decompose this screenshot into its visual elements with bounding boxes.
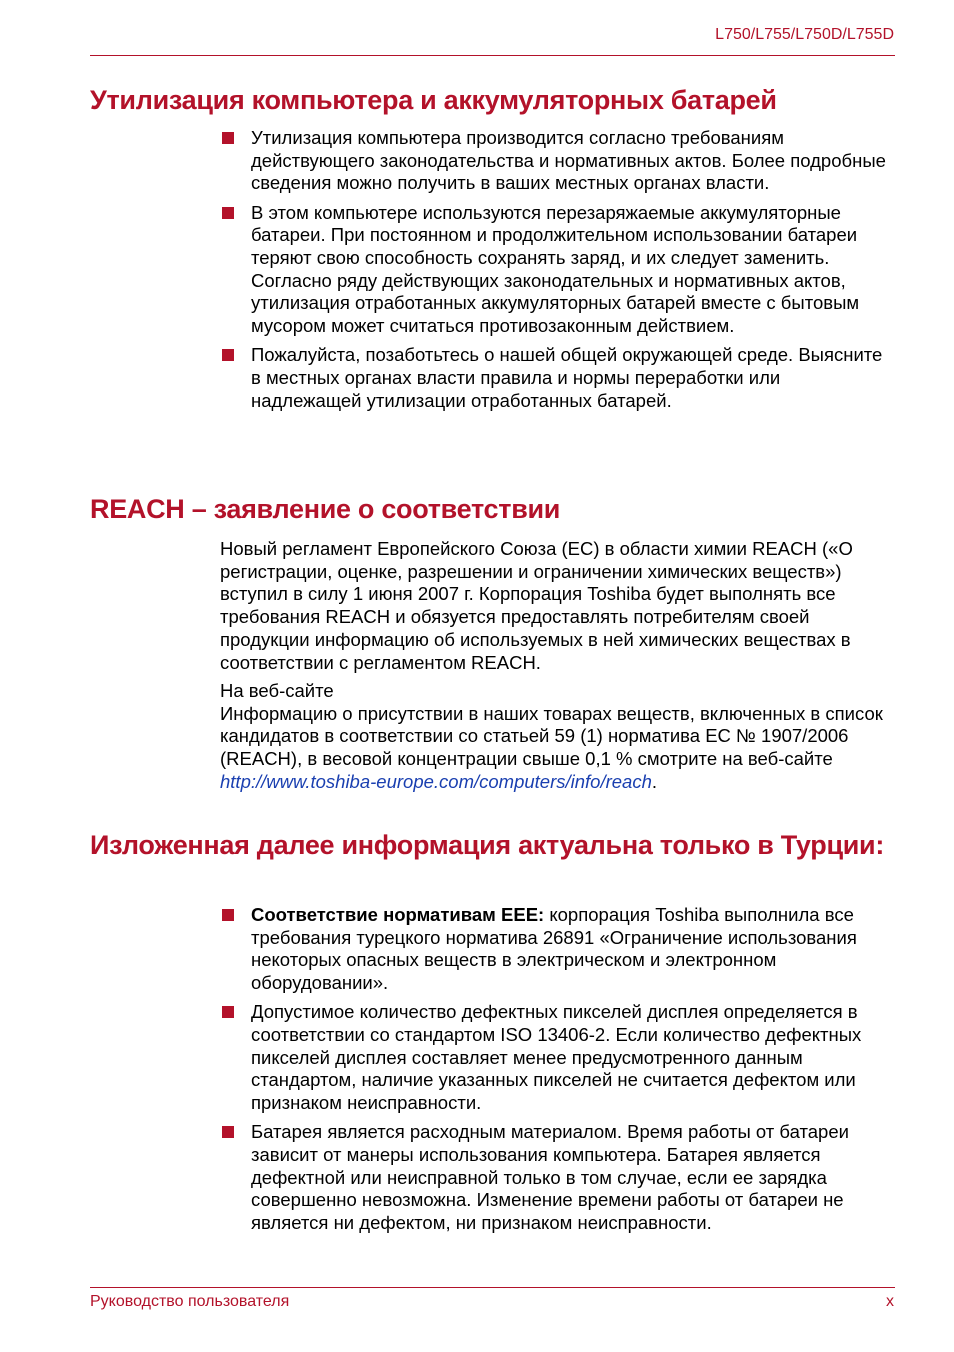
- reach-website-text: Информацию о присутствии в наших товарах веществ, включенных в список кандидатов в соответствии со статьей 59 (1) норматива ЕС № 1907/2006 (REACH), в весовой концентрации свыше 0,1 % смотрите на веб-сайте: [220, 702, 883, 770]
- square-bullet-icon: [222, 207, 234, 219]
- list-item-text: Батарея является расходным материалом. Время работы от батареи зависит от манеры использования компьютера. Батарея является дефектной или неисправной только в том случае, если ее зарядка совершенно невозможна. Изменение времени работы от батареи не является ни дефектом, ни признаком неисправности.: [251, 1121, 849, 1234]
- square-bullet-icon: [222, 349, 234, 361]
- header-model-label: L750/L755/L750D/L755D: [715, 26, 894, 43]
- footer-page-number: x: [886, 1293, 894, 1310]
- header-rule: [90, 55, 895, 56]
- list-item: [220, 202, 895, 338]
- list-item: [220, 344, 895, 412]
- list-item-text: В этом компьютере используются перезаряжаемые аккумуляторные батареи. При постоянном и продолжительном использовании батареи теряют свою способность сохранять заряд, и их следует заменить. Согласно ряду действующих законодательных и нормативных актов, утилизация отработанных аккумуляторных батарей вместе с бытовым мусором может считаться противозаконным действием.: [251, 201, 860, 337]
- list-item: [220, 1001, 895, 1115]
- disposal-list: [220, 127, 895, 419]
- list-item-bold: Соответствие нормативам EEE:: [251, 904, 545, 925]
- reach-paragraph: Новый регламент Европейского Союза (ЕС) в области химии REACH («О регистрации, оценке, разрешении и ограничении химических веществ») вступил в силу 1 июня 2007 г. Корпорация Toshiba будет выполнять все требования REACH и обязуется предоставлять потребителям своей продукции информацию об используемых в ней химических веществах в соответствии с регламентом REACH.: [220, 538, 853, 673]
- reach-paragraph-end: .: [651, 770, 658, 792]
- square-bullet-icon: [222, 1126, 234, 1138]
- footer-manual-title: Руководство пользователя: [90, 1293, 290, 1310]
- list-item: [220, 127, 895, 195]
- square-bullet-icon: [222, 132, 234, 144]
- section-title-reach: REACH – заявление о соответствии: [90, 494, 561, 524]
- section-title-disposal: Утилизация компьютера и аккумуляторных батарей: [90, 85, 777, 115]
- square-bullet-icon: [222, 1006, 234, 1018]
- reach-link[interactable]: http://www.toshiba-europe.com/computers/info/reach: [220, 770, 652, 792]
- list-item-text: Утилизация компьютера производится согласно требованиям действующего законодательства и нормативных актов. Более подробные сведения можно получить в ваших местных органах власти.: [251, 127, 886, 194]
- website-label: На веб-сайте: [220, 680, 334, 701]
- list-item: [220, 904, 895, 995]
- list-item-text: Пожалуйста, позаботьтесь о нашей общей окружающей среде. Выясните в местных органах власти правила и нормы переработки или надлежащей утилизации отработанных батарей.: [251, 344, 883, 411]
- section-title-turkey: Изложенная далее информация актуальна только в Турции:: [90, 830, 885, 860]
- list-item-text: Допустимое количество дефектных пикселей дисплея определяется в соответствии со стандартом ISO 13406-2. Если количество дефектных пикселей дисплея составляет менее предусмотренного данным стандартом, наличие указанных пикселей не считается дефектом или признаком неисправности.: [251, 1001, 862, 1114]
- footer-rule: [90, 1287, 895, 1288]
- reach-website-paragraph: [220, 680, 895, 794]
- turkey-list: [220, 904, 895, 1241]
- square-bullet-icon: [222, 909, 234, 921]
- list-item: [220, 1121, 895, 1235]
- list-item-text: корпорация Toshiba выполнила все требования турецкого норматива 26891 «Ограничение использования некоторых опасных веществ в электрическом и электронном оборудовании».: [251, 904, 857, 994]
